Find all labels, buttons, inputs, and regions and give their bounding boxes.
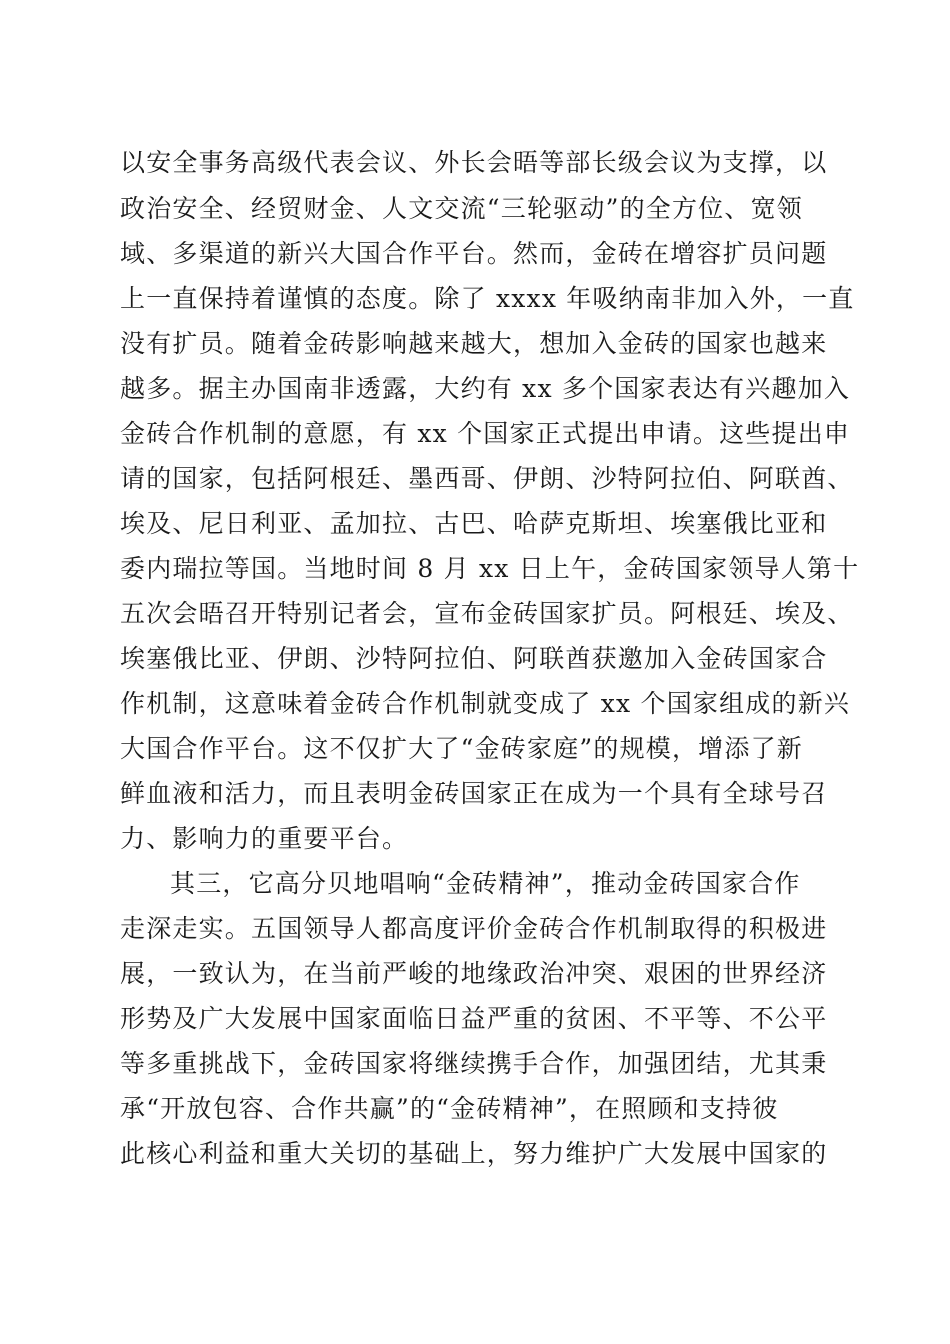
- text-line: 埃塞俄比亚、伊朗、沙特阿拉伯、阿联酋获邀加入金砖国家合: [120, 644, 828, 673]
- text-line: 作机制，这意味着金砖合作机制就变成了 xx 个国家组成的新兴: [120, 689, 851, 718]
- text-line: 上一直保持着谨慎的态度。除了 xxxx 年吸纳南非加入外，一直: [120, 284, 855, 313]
- text-line: 五次会晤召开特别记者会，宣布金砖国家扩员。阿根廷、埃及、: [120, 599, 854, 628]
- text-line: 鲜血液和活力，而且表明金砖国家正在成为一个具有全球号召: [120, 779, 828, 808]
- text-line: 政治安全、经贸财金、人文交流“三轮驱动”的全方位、宽领: [120, 194, 803, 223]
- text-line: 埃及、尼日利亚、孟加拉、古巴、哈萨克斯坦、埃塞俄比亚和: [120, 509, 828, 538]
- text-line: 展，一致认为，在当前严峻的地缘政治冲突、艰困的世界经济: [120, 959, 828, 988]
- text-line: 此核心利益和重大关切的基础上，努力维护广大发展中国家的: [120, 1139, 828, 1168]
- text-line: 域、多渠道的新兴大国合作平台。然而，金砖在增容扩员问题: [120, 239, 828, 268]
- text-line: 大国合作平台。这不仅扩大了“金砖家庭”的规模，增添了新: [120, 734, 803, 763]
- text-line: 形势及广大发展中国家面临日益严重的贫困、不平等、不公平: [120, 1004, 828, 1033]
- text-line: 力、影响力的重要平台。: [120, 824, 409, 853]
- text-line: 请的国家，包括阿根廷、墨西哥、伊朗、沙特阿拉伯、阿联酋、: [120, 464, 854, 493]
- text-line: 越多。据主办国南非透露，大约有 xx 多个国家表达有兴趣加入: [120, 374, 851, 403]
- text-line: 委内瑞拉等国。当地时间 8 月 xx 日上午，金砖国家领导人第十: [120, 554, 860, 583]
- text-line: 以安全事务高级代表会议、外长会晤等部长级会议为支撑，以: [120, 148, 828, 177]
- text-line: 其三，它高分贝地唱响“金砖精神”，推动金砖国家合作: [170, 869, 801, 898]
- text-line: 金砖合作机制的意愿，有 xx 个国家正式提出申请。这些提出申: [120, 419, 851, 448]
- text-line: 承“开放包容、合作共赢”的“金砖精神”，在照顾和支持彼: [120, 1094, 779, 1123]
- text-line: 走深走实。五国领导人都高度评价金砖合作机制取得的积极进: [120, 914, 828, 943]
- text-line: 没有扩员。随着金砖影响越来越大，想加入金砖的国家也越来: [120, 329, 828, 358]
- text-line: 等多重挑战下，金砖国家将继续携手合作，加强团结，尤其秉: [120, 1049, 828, 1078]
